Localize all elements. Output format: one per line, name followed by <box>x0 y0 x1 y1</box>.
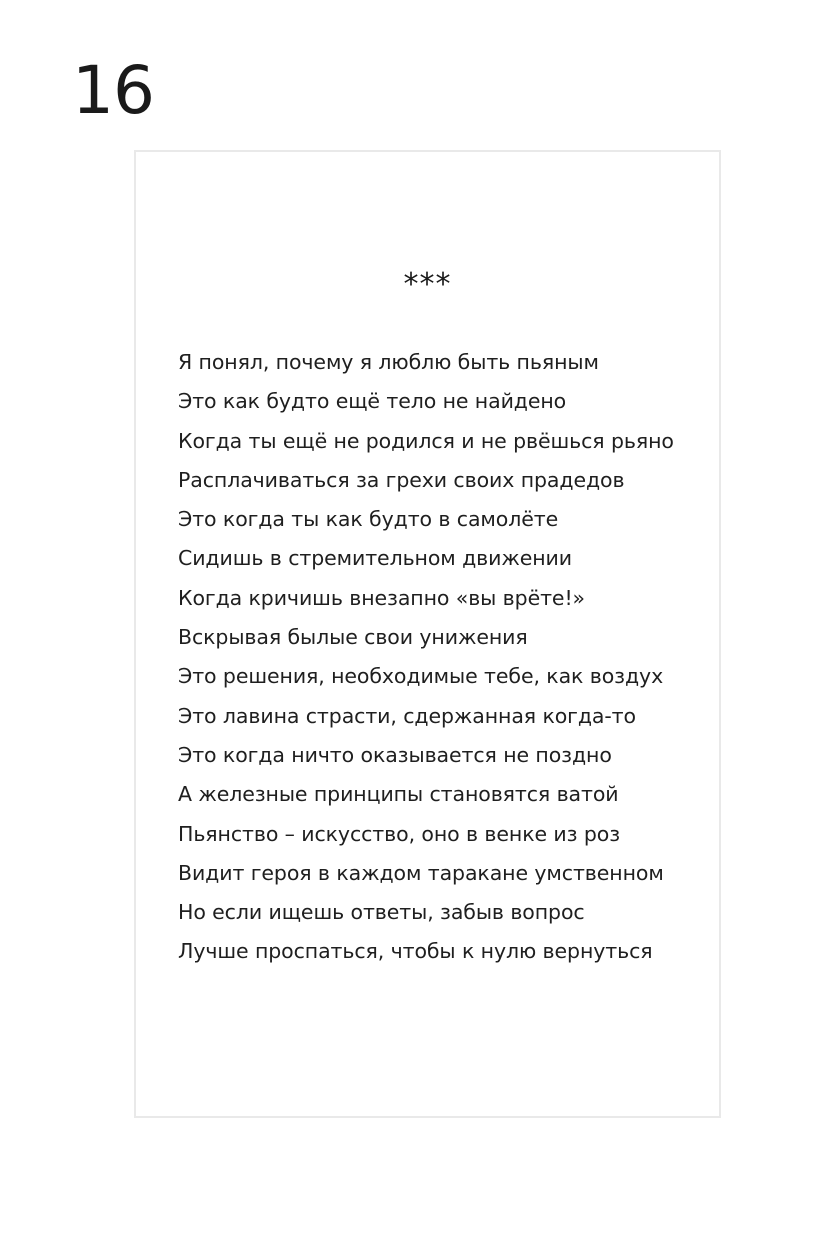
poem-line: Когда ты ещё не родился и не рвёшься рьяно <box>178 428 674 453</box>
poem-line: Вскрывая былые свои унижения <box>178 625 528 650</box>
poem-line: Когда кричишь внезапно «вы врёте!» <box>178 585 586 610</box>
poem-lines <box>178 343 674 972</box>
poem-line: Это когда ничто оказывается не поздно <box>178 742 612 767</box>
poem-line: А железные принципы становятся ватой <box>178 782 619 807</box>
poem-line: Видит героя в каждом таракане умственном <box>178 860 664 885</box>
poem-line: Расплачиваться за грехи своих прадедов <box>178 467 625 492</box>
poem-line: Это решения, необходимые тебе, как воздух <box>178 664 664 689</box>
poem-line: Но если ищешь ответы, забыв вопрос <box>178 900 585 925</box>
poem-line: Это когда ты как будто в самолёте <box>178 507 559 532</box>
poem-line: Я понял, почему я люблю быть пьяным <box>178 350 599 374</box>
poem-line: Пьянство – искусство, оно в венке из роз <box>178 821 621 846</box>
poem-line: Сидишь в стремительном движении <box>178 546 572 571</box>
stanza-separator: *** <box>403 267 452 302</box>
poem-frame <box>134 150 721 1118</box>
poem-line: Это лавина страсти, сдержанная когда-то <box>178 703 636 728</box>
poem-line: Лучше проспаться, чтобы к нулю вернуться <box>178 939 653 964</box>
poem-line: Это как будто ещё тело не найдено <box>178 389 567 414</box>
page-number: 16 <box>72 52 154 129</box>
